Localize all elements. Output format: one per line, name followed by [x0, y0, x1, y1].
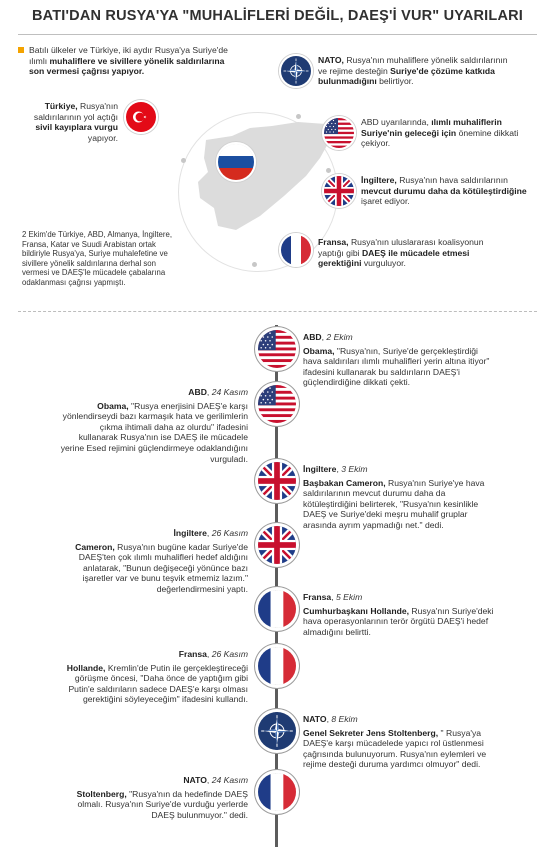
timeline-speaker: Obama, — [97, 400, 129, 411]
timeline-speaker: Genel Sekreter Jens Stoltenberg, — [303, 727, 439, 738]
timeline-text-line: "Rusya enerjisini DAEŞ'e karşı — [128, 400, 248, 411]
map-dot — [252, 262, 257, 267]
timeline-entry-heading: Fransa, 5 Ekim — [303, 592, 363, 602]
uk-flag-icon — [322, 174, 356, 208]
timeline-entry-heading: ABD, 2 Ekim — [303, 332, 353, 342]
france-flag-icon — [258, 647, 296, 685]
turkey-flag-icon — [124, 100, 158, 134]
abd-note: ABD uyarılarında, ılımlı muhaliflerin Suriye'nin geleceği için önemine dikkati çekiyor. — [361, 117, 519, 149]
timeline-text-line: değerlendirmesini yaptı. — [156, 583, 248, 594]
timeline-country: NATO — [183, 775, 207, 785]
timeline-text-line: çağrısında bulunuyorum. Rusya'nın eylemleri ve — [303, 748, 487, 759]
timeline-text-line: görüşme öncesi, "Daha önce de yaptığım gibi — [74, 673, 248, 684]
timeline-entry — [22, 387, 248, 464]
timeline-entry — [22, 649, 248, 705]
timeline-speaker: Stoltenberg, — [76, 788, 127, 799]
timeline-text-line: işaretler var ve bunu teşvik etmemiz lazım." — [82, 573, 248, 584]
nato-flag-icon — [258, 712, 296, 750]
intro-text: Batılı ülkeler ve Türkiye, iki aydır Rusya'ya Suriye'de ılımlı muhaliflere ve sivillere yönelik saldırılarına son vermesi çağrısı yapıyor. — [29, 45, 228, 77]
timeline-country: ABD — [188, 387, 207, 397]
timeline-text-line: ifadesini kullanarak bu saldırıların DAEŞ'i — [303, 366, 460, 377]
timeline-entry-heading: İngiltere, 3 Ekim — [303, 464, 368, 474]
timeline-text-line: " Rusya'ya — [438, 727, 482, 738]
usa-flag-icon — [258, 330, 296, 368]
timeline-entry-body — [22, 401, 248, 465]
timeline-text-line: DAEŞ ve Suriye'deki meşru muhalif gruplar — [303, 509, 468, 520]
france-flag-icon — [258, 590, 296, 628]
timeline-text-line: güçlendirdiğine dikkati çekti. — [303, 377, 411, 388]
france-flag-icon — [258, 773, 296, 811]
nato-flag-icon — [279, 54, 313, 88]
timeline-text-line: DAEŞ'ten çok ılımlı muhalifleri hedef aldığını — [78, 552, 248, 563]
timeline-text-line: anlatarak, "Bunun değişeceği yönünce bazı — [82, 562, 248, 573]
timeline-text-line: yerine Esed rejimini güçlendirmeye odaklandığını — [60, 442, 248, 453]
timeline-entry-heading: NATO, 8 Ekim — [303, 714, 358, 724]
timeline-text-line: Rusya'nın bugüne kadar Suriye'de — [114, 541, 248, 552]
timeline-date: 5 Ekim — [335, 592, 363, 602]
timeline-entry — [22, 775, 248, 820]
timeline-text-line: Rusya'nın Suriye'deki — [409, 605, 494, 616]
bullet-square-icon — [18, 47, 24, 53]
summary-note: 2 Ekim'de Türkiye, ABD, Almanya, İngiltere, Fransa, Katar ve Suudi Arabistan ortak bildiriyle Rusya'ya, Suriye muhalefetine ve sivillere yönelik saldırılarına derhal son vermesi ve DAEŞ'le mücadele çabalarına odaklanması çağrısı yapmıştı. — [22, 230, 172, 287]
timeline-text-line: DAEŞ'e karşı mücadelede yapıcı rol üstlenmesi — [303, 738, 484, 749]
timeline-entry-body — [22, 789, 248, 821]
turkiye-note: Türkiye, Rusya'nın saldırılarının yol açtığı sivil kayıplara vurgu yapıyor. — [33, 101, 118, 143]
timeline-date: 26 Kasım — [211, 528, 248, 538]
timeline-entry — [303, 464, 543, 531]
timeline-entry-body — [22, 663, 248, 705]
timeline-entry-body — [303, 478, 543, 531]
timeline-country: İngiltere — [303, 464, 337, 474]
timeline-entry-body — [303, 728, 543, 770]
timeline-country: ABD — [303, 332, 322, 342]
timeline-entry-heading: ABD, 24 Kasım — [188, 387, 248, 397]
timeline-speaker: Başbakan Cameron, — [303, 477, 386, 488]
timeline-entry-heading: Fransa, 26 Kasım — [178, 649, 248, 659]
timeline-text-line: "Rusya'nın, Suriye'de gerçekleştirdiği — [334, 345, 478, 356]
timeline-text-line: arasında ayrım yapmadığı net." dedi. — [303, 519, 444, 530]
timeline-text-line: kullanarak Rusya'nın ise DAEŞ ile mücadele — [78, 432, 248, 443]
usa-flag-icon — [258, 385, 296, 423]
timeline-country: Fransa — [303, 592, 332, 602]
timeline-date: 8 Ekim — [331, 714, 358, 724]
timeline-speaker: Hollande, — [66, 662, 106, 673]
timeline-text-line: almadığını belirtti. — [303, 626, 371, 637]
timeline-country: NATO — [303, 714, 327, 724]
timeline-entry-body — [22, 542, 248, 595]
nato-note: NATO, Rusya'nın muhaliflere yönelik saldırılarının ve rejime desteğin Suriye'de çözüme katkıda bulunmadığını belirtiyor. — [318, 55, 508, 87]
timeline-text-line: hava saldırıları ılımlı muhalifleri yerin altına itiyor" — [303, 356, 490, 367]
timeline-text-line: kötüleştirdiğini belirterek, "Rusya'nın kesinlikle — [303, 498, 479, 509]
timeline-country: İngiltere — [173, 528, 207, 538]
timeline-entry-heading: NATO, 24 Kasım — [183, 775, 248, 785]
timeline-entry-body — [303, 346, 543, 388]
timeline-entry — [303, 592, 543, 637]
timeline-text-line: Kremlin'de Putin ile gerçekleştireceği — [105, 662, 248, 673]
timeline-date: 24 Kasım — [211, 775, 248, 785]
page-title: BATI'DAN RUSYA'YA "MUHALİFLERİ DEĞİL, DAEŞ'İ VUR" UYARILARI — [31, 8, 524, 24]
section-divider — [18, 311, 537, 312]
timeline-text-line: hava operasyonlarının terör örgütü DAEŞ'i hedef — [303, 616, 489, 627]
timeline-speaker: Cumhurbaşkanı Hollande, — [303, 605, 410, 616]
timeline-entry — [303, 714, 543, 770]
france-flag-icon — [279, 233, 313, 267]
timeline-text-line: "Rusya'nın da hedefinde DAEŞ — [126, 788, 248, 799]
timeline-text-line: olmalı. Rusya'nın Suriye'de vurduğu yerlerde — [77, 799, 248, 810]
timeline-entry-heading: İngiltere, 26 Kasım — [173, 528, 248, 538]
timeline-text-line: gerektiğini söyleyeceğim" ifadesini kullandı. — [83, 694, 248, 705]
timeline-speaker: Cameron, — [75, 541, 115, 552]
timeline-entry-body — [303, 606, 543, 638]
timeline-date: 3 Ekim — [341, 464, 368, 474]
uk-flag-icon — [258, 462, 296, 500]
map-dot — [326, 168, 331, 173]
timeline-text-line: rejime desteği duruma yardımcı olmuyor" dedi. — [303, 759, 481, 770]
uk-flag-icon — [258, 526, 296, 564]
timeline-text-line: çıkma ihtimali daha az olurdu" ifadesini — [99, 421, 248, 432]
usa-flag-icon — [322, 116, 356, 150]
map-dot — [296, 114, 301, 119]
timeline-country: Fransa — [178, 649, 207, 659]
timeline-text-line: DAEŞ bulunmuyor." dedi. — [151, 809, 248, 820]
russia-flag-icon — [216, 142, 256, 182]
timeline-date: 26 Kasım — [211, 649, 248, 659]
timeline-text-line: vurguladı. — [210, 453, 248, 464]
timeline-text-line: saldırılarının mevcut durumu daha da — [303, 488, 446, 499]
fransa-note: Fransa, Rusya'nın uluslararası koalisyonun yaptığı gibi DAEŞ ile mücadele etmesi gerektiğini vurguluyor. — [318, 237, 484, 269]
timeline-entry — [22, 528, 248, 595]
timeline-speaker: Obama, — [303, 345, 335, 356]
timeline-text-line: Rusya'nın Suriye'ye hava — [385, 477, 485, 488]
timeline-date: 2 Ekim — [326, 332, 353, 342]
title-divider — [18, 34, 537, 35]
syria-map-icon — [188, 118, 338, 238]
ingiltere-note: İngiltere, Rusya'nın hava saldırılarının mevcut durumu daha da kötüleştirdiğine işaret ediyor. — [361, 175, 527, 207]
map-dot — [181, 158, 186, 163]
timeline-text-line: yönlendirseydi bazı karmaşık hata ve gerilimlerin — [62, 411, 248, 422]
timeline-entry — [303, 332, 543, 388]
timeline-text-line: Putin'e saldırıların sadece DAEŞ'e karşı olması — [68, 683, 248, 694]
timeline-date: 24 Kasım — [211, 387, 248, 397]
